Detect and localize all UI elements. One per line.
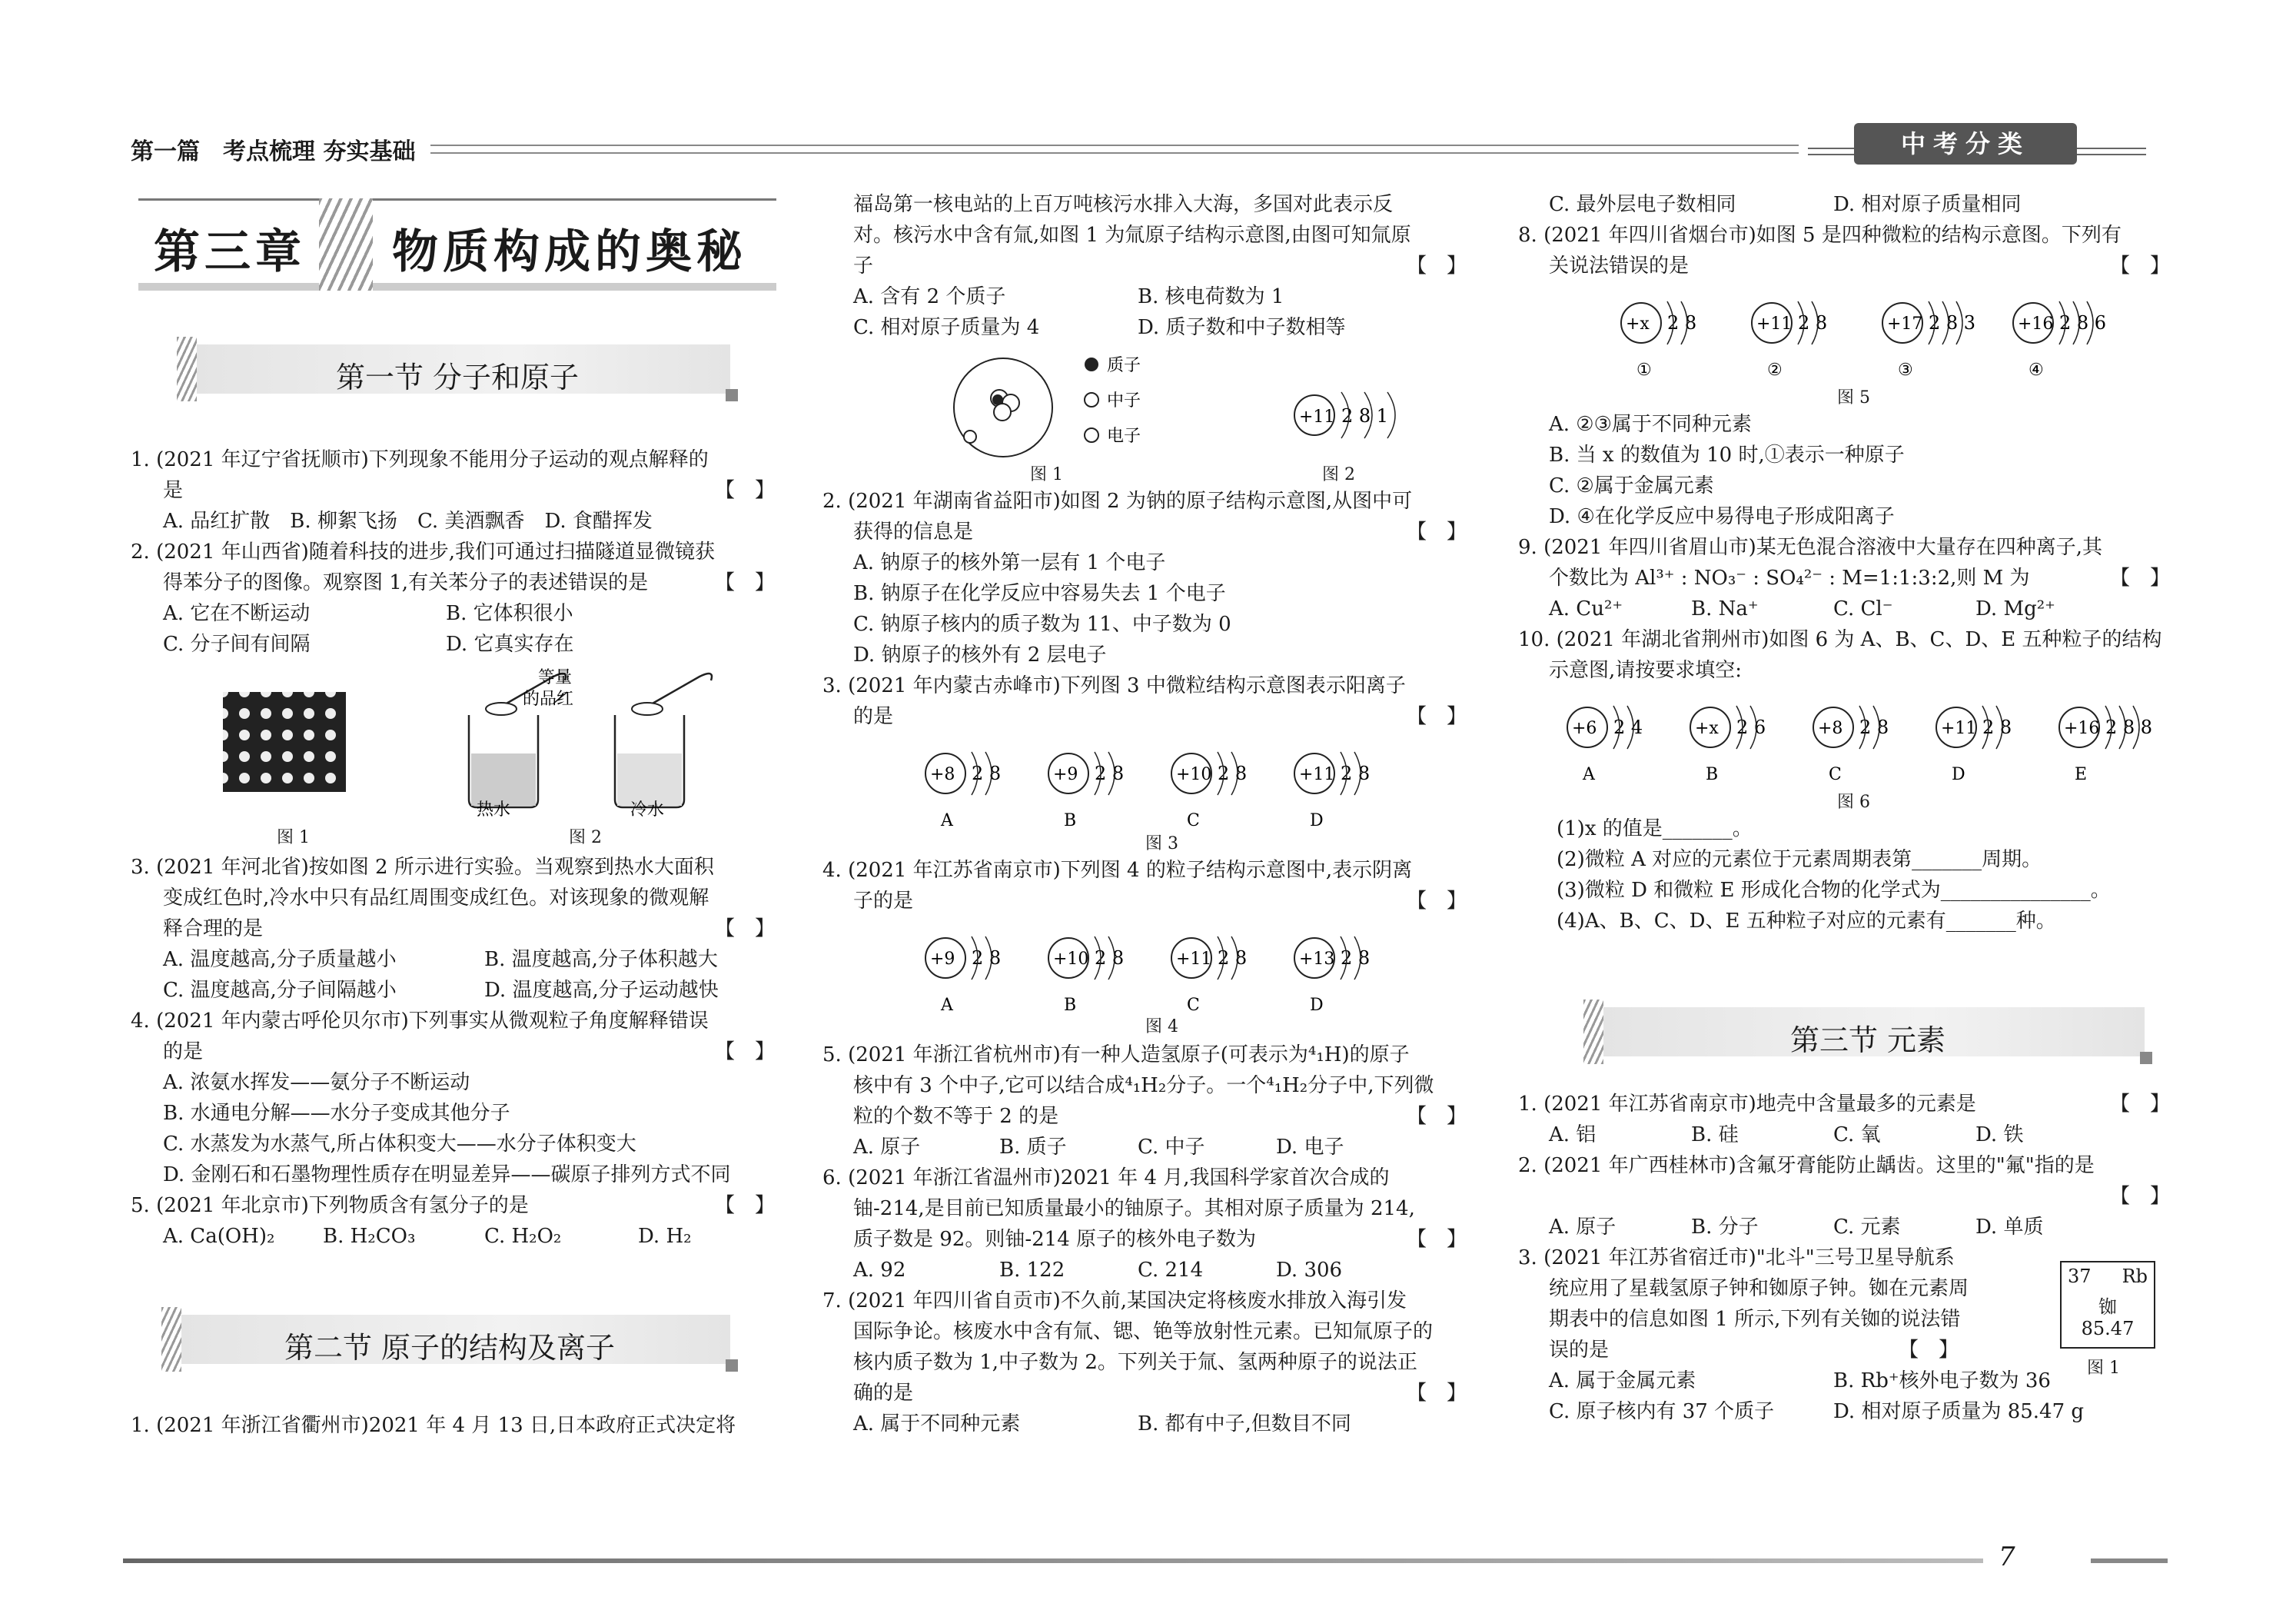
diagram-label: A bbox=[941, 811, 953, 830]
atom-diagram bbox=[1690, 706, 1766, 784]
question-text: 核中有 3 个中子,它可以结合成⁴₁H₂分子。一个⁴₁H₂分子中,下列微 bbox=[853, 1074, 1434, 1097]
option: D. Mg²⁺ bbox=[1975, 597, 2055, 620]
question-text: 3. (2021 年内蒙古赤峰市)下列图 3 中微粒结构示意图表示阳离子 bbox=[822, 674, 1406, 697]
fig-caption: 图 2 bbox=[1322, 465, 1355, 484]
option: D. H₂ bbox=[638, 1225, 692, 1248]
question-text: 关说法错误的是 bbox=[1549, 254, 1690, 278]
category-badge bbox=[1808, 123, 2146, 166]
nuclear-charge: +8 bbox=[1818, 719, 1843, 738]
options: A. 品红扩散 B. 柳絮飞扬 C. 美酒飘香 D. 食醋挥发 bbox=[163, 510, 653, 533]
nuclear-charge: +16 bbox=[2018, 314, 2054, 334]
question-text: 个数比为 Al³⁺ : NO₃⁻ : SO₄²⁻ : M=1:1:3:2,则 M 为 bbox=[1549, 567, 2030, 590]
fill-blank: (1)x 的值是_______。 bbox=[1557, 817, 1753, 840]
rb-element-card bbox=[2060, 1261, 2155, 1349]
nuclear-charge: +x bbox=[1695, 719, 1719, 738]
diagram-label: B bbox=[1064, 996, 1077, 1015]
diagram-label: B bbox=[1064, 811, 1077, 830]
electron-shells: 2 8 bbox=[1095, 947, 1125, 969]
cold-label: 冷水 bbox=[630, 800, 665, 820]
electron-shells: 2 8 bbox=[1798, 312, 1828, 334]
tritium-atom-diagram bbox=[954, 358, 1052, 457]
answer-bracket: 【 】 bbox=[1407, 705, 1467, 728]
answer-bracket: 【 】 bbox=[715, 479, 776, 502]
atom-diagram bbox=[1171, 936, 1247, 1015]
electron-shells: 2 6 bbox=[1736, 717, 1766, 738]
footer-rule bbox=[123, 1558, 1983, 1563]
option: A. 温度越高,分子质量越小 bbox=[163, 948, 397, 971]
nuclear-charge: +10 bbox=[1053, 950, 1089, 969]
question-text: 6. (2021 年浙江省温州市)2021 年 4 月,我国科学家首次合成的 bbox=[822, 1166, 1390, 1189]
question-text: 子的是 bbox=[853, 890, 914, 913]
option: C. 相对原子质量为 4 bbox=[853, 316, 1040, 339]
option: A. 92 bbox=[853, 1259, 906, 1282]
option: B. 水通电分解——水分子变成其他分子 bbox=[163, 1102, 510, 1125]
atom-diagram bbox=[1882, 301, 1975, 380]
question-text: 4. (2021 年江苏省南京市)下列图 4 的粒子结构示意图中,表示阴离 bbox=[822, 859, 1413, 882]
electron-shells: 2 4 bbox=[1613, 717, 1643, 738]
atom-diagram bbox=[1621, 301, 1696, 380]
option: B. Rb⁺核外电子数为 36 bbox=[1833, 1369, 2051, 1392]
fill-blank: (4)A、B、C、D、E 五种粒子对应的元素有_______种。 bbox=[1557, 910, 2056, 933]
question-text: 粒的个数不等于 2 的是 bbox=[853, 1105, 1059, 1128]
figure-4 bbox=[915, 920, 1437, 1020]
option: B. Na⁺ bbox=[1691, 597, 1759, 620]
nuclear-charge: +9 bbox=[930, 950, 955, 969]
pinhong-label: 的品红 bbox=[523, 690, 574, 709]
section-2-title: 第二节 原子的结构及离子 bbox=[284, 1331, 616, 1365]
answer-bracket: 【 】 bbox=[715, 1040, 776, 1063]
question-text: 5. (2021 年浙江省杭州市)有一种人造氢原子(可表示为⁴₁H)的原子 bbox=[822, 1043, 1410, 1066]
question-text: 1. (2021 年江苏省南京市)地壳中含量最多的元素是 bbox=[1518, 1093, 1976, 1116]
svg-text:2 8 1: 2 8 1 bbox=[1341, 405, 1389, 427]
atom-diagram bbox=[1752, 301, 1827, 380]
answer-bracket: 【 】 bbox=[715, 917, 776, 940]
option: D. 铁 bbox=[1975, 1123, 2024, 1146]
question-text: 福岛第一核电站的上百万吨核污水排入大海，多国对此表示反 bbox=[853, 193, 1394, 216]
equal-label: 等量 bbox=[538, 668, 573, 687]
question-text: 子 bbox=[853, 254, 874, 278]
fig-caption: 图 1 bbox=[2087, 1359, 2120, 1378]
electron-shells: 2 8 bbox=[1218, 763, 1248, 784]
badge-label: 中考分类 bbox=[1854, 123, 2077, 165]
diagram-label: ④ bbox=[2029, 361, 2044, 380]
answer-bracket: 【 】 bbox=[1899, 1339, 1959, 1362]
nuclear-charge: +9 bbox=[1053, 765, 1078, 784]
atom-diagram bbox=[1567, 706, 1643, 784]
sodium-atom-diagram bbox=[1294, 392, 1395, 438]
answer-bracket: 【 】 bbox=[2110, 1185, 2171, 1208]
question-text: 的是 bbox=[163, 1040, 204, 1063]
nuclear-charge: +11 bbox=[1756, 314, 1793, 334]
question-text: 对。核污水中含有氚,如图 1 为氚原子结构示意图,由图可知氚原 bbox=[853, 224, 1411, 247]
option: D. 温度越高,分子运动越快 bbox=[484, 979, 719, 1002]
question-text: 确的是 bbox=[853, 1382, 914, 1405]
question-text: 4. (2021 年内蒙古呼伦贝尔市)下列事实从微观粒子角度解释错误 bbox=[131, 1010, 709, 1033]
atom-diagram bbox=[1048, 936, 1124, 1015]
option: B. 硅 bbox=[1691, 1123, 1739, 1146]
question-text: 误的是 bbox=[1549, 1339, 1610, 1362]
figure-5 bbox=[1610, 284, 2110, 384]
chapter-title bbox=[138, 198, 776, 291]
atomic-number: 37 bbox=[2068, 1266, 2092, 1287]
part-title: 第一篇 考点梳理 夯实基础 bbox=[131, 138, 416, 165]
question-text: 2. (2021 年山西省)随着科技的进步,我们可通过扫描隧道显微镜获 bbox=[131, 541, 716, 564]
option: A. 原子 bbox=[1549, 1216, 1617, 1239]
atom-diagram bbox=[1294, 752, 1370, 830]
question-text: 2. (2021 年湖南省益阳市)如图 2 为钠的原子结构示意图,从图中可 bbox=[822, 490, 1413, 513]
option: A. 属于金属元素 bbox=[1549, 1369, 1696, 1392]
element-name: 铷 bbox=[2098, 1296, 2117, 1318]
question-text: 9. (2021 年四川省眉山市)某无色混合溶液中大量存在四种离子,其 bbox=[1518, 536, 2103, 559]
atom-diagram bbox=[925, 936, 1001, 1015]
answer-bracket: 【 】 bbox=[715, 571, 776, 594]
option: A. 属于不同种元素 bbox=[853, 1412, 1021, 1435]
nuclear-charge: +13 bbox=[1299, 950, 1335, 969]
option: D. 金刚石和石墨物理性质存在明显差异——碳原子排列方式不同 bbox=[163, 1163, 731, 1186]
option: C. 温度越高,分子间隔越小 bbox=[163, 979, 397, 1002]
diagram-label: C bbox=[1829, 765, 1842, 784]
header-rule bbox=[430, 145, 1799, 154]
diagram-label: A bbox=[1583, 765, 1595, 784]
section-3-header bbox=[1583, 1000, 2152, 1064]
option: A. ②③属于不同种元素 bbox=[1549, 413, 1752, 436]
section-1-header bbox=[177, 337, 738, 401]
fill-blank: (3)微粒 D 和微粒 E 形成化合物的化学式为_______________。 bbox=[1557, 879, 2111, 902]
question-text: 期表中的信息如图 1 所示,下列有关铷的说法错 bbox=[1549, 1308, 1961, 1331]
electron-shells: 2 8 3 bbox=[1929, 312, 1976, 334]
option: B. 它体积很小 bbox=[446, 602, 573, 625]
chapter-name: 物质构成的奥秘 bbox=[392, 225, 747, 279]
answer-bracket: 【 】 bbox=[2110, 254, 2171, 278]
diagram-label: ③ bbox=[1898, 361, 1913, 380]
question-text: 1. (2021 年浙江省衢州市)2021 年 4 月 13 日,日本政府正式决定将 bbox=[131, 1414, 736, 1437]
option: C. 中子 bbox=[1138, 1136, 1205, 1159]
molecule-and-beaker-figure bbox=[215, 661, 769, 830]
answer-bracket: 【 】 bbox=[1407, 890, 1467, 913]
tritium-and-sodium-figure bbox=[938, 346, 1522, 484]
option: A. 含有 2 个质子 bbox=[853, 285, 1006, 308]
electron-shells: 2 8 bbox=[1667, 312, 1697, 334]
option: D. 质子数和中子数相等 bbox=[1138, 316, 1346, 339]
hot-label: 热水 bbox=[477, 800, 511, 820]
element-symbol: Rb bbox=[2122, 1266, 2148, 1287]
electron-shells: 2 8 bbox=[1095, 763, 1125, 784]
question-text: 3. (2021 年江苏省宿迁市)"北斗"三号卫星导航系 bbox=[1518, 1246, 1955, 1269]
diagram-label: A bbox=[941, 996, 953, 1015]
fill-blank: (2)微粒 A 对应的元素位于元素周期表第_______周期。 bbox=[1557, 848, 2042, 871]
answer-bracket: 【 】 bbox=[1407, 1105, 1467, 1128]
nuclear-charge: +8 bbox=[930, 765, 955, 784]
option: C. ②属于金属元素 bbox=[1549, 474, 1714, 497]
option: B. 核电荷数为 1 bbox=[1138, 285, 1284, 308]
option: D. 306 bbox=[1276, 1259, 1343, 1282]
option: C. 214 bbox=[1138, 1259, 1204, 1282]
question-text: 国际争论。核废水中含有氚、锶、铯等放射性元素。已知氚原子的 bbox=[853, 1320, 1434, 1343]
section-3-title: 第三节 元素 bbox=[1789, 1023, 1946, 1057]
question-text: 获得的信息是 bbox=[853, 521, 974, 544]
option: A. 它在不断运动 bbox=[163, 602, 311, 625]
diagram-label: D bbox=[1952, 765, 1965, 784]
cold-water-beaker bbox=[615, 674, 712, 807]
nuclear-charge: +10 bbox=[1176, 765, 1212, 784]
nuclear-charge: +11 bbox=[1299, 765, 1335, 784]
diagram-label: ② bbox=[1767, 361, 1783, 380]
electron-shells: 2 8 bbox=[1218, 947, 1248, 969]
diagram-label: ① bbox=[1636, 361, 1652, 380]
fig-caption: 图 3 bbox=[1145, 834, 1178, 853]
fig-caption: 图 6 bbox=[1837, 793, 1870, 812]
option: B. 钠原子在化学反应中容易失去 1 个电子 bbox=[853, 582, 1226, 605]
atom-diagram bbox=[2059, 706, 2152, 784]
option: D. 它真实存在 bbox=[446, 633, 574, 656]
question-text: 3. (2021 年河北省)按如图 2 所示进行实验。当观察到热水大面积 bbox=[131, 856, 714, 879]
option: D. 单质 bbox=[1975, 1216, 2044, 1239]
atomic-mass: 85.47 bbox=[2081, 1318, 2135, 1339]
option: A. Cu²⁺ bbox=[1549, 597, 1623, 620]
diagram-label: B bbox=[1706, 765, 1719, 784]
question-text: 质子数是 92。则铀-214 原子的核外电子数为 bbox=[853, 1228, 1257, 1251]
electron-shells: 2 8 bbox=[1341, 763, 1371, 784]
answer-bracket: 【 】 bbox=[2110, 1093, 2171, 1116]
electron-shells: 2 8 6 bbox=[2059, 312, 2107, 334]
diagram-label: D bbox=[1310, 811, 1324, 830]
question-text: 2. (2021 年广西桂林市)含氟牙膏能防止龋齿。这里的"氟"指的是 bbox=[1518, 1154, 2095, 1177]
option: C. 钠原子核内的质子数为 11、中子数为 0 bbox=[853, 613, 1231, 636]
option: A. 原子 bbox=[853, 1136, 921, 1159]
electron-shells: 2 8 bbox=[972, 947, 1002, 969]
question-text: 1. (2021 年辽宁省抚顺市)下列现象不能用分子运动的观点解释的 bbox=[131, 448, 709, 471]
question-text: 核内质子数为 1,中子数为 2。下列关于氚、氢两种原子的说法正 bbox=[853, 1351, 1417, 1374]
electron-shells: 2 8 bbox=[1982, 717, 2012, 738]
footer-rule-right bbox=[2091, 1558, 2168, 1563]
fig-caption: 图 5 bbox=[1837, 388, 1870, 407]
option: A. 浓氨水挥发——氨分子不断运动 bbox=[163, 1071, 470, 1094]
nuclear-charge: +11 bbox=[1176, 950, 1212, 969]
answer-bracket: 【 】 bbox=[1407, 1228, 1467, 1251]
electron-shells: 2 8 bbox=[972, 763, 1002, 784]
nuclear-charge: +x bbox=[1626, 314, 1650, 334]
atom-diagram bbox=[1936, 706, 2012, 784]
atom-diagram bbox=[2013, 301, 2106, 380]
option: A. Ca(OH)₂ bbox=[163, 1225, 275, 1248]
option: C. 氧 bbox=[1833, 1123, 1881, 1146]
svg-text:+11: +11 bbox=[1299, 407, 1335, 427]
question-text: 7. (2021 年四川省自贡市)不久前,某国决定将核废水排放入海引发 bbox=[822, 1289, 1407, 1312]
answer-bracket: 【 】 bbox=[1407, 521, 1467, 544]
benzene-image bbox=[223, 692, 346, 792]
diagram-label: D bbox=[1310, 996, 1324, 1015]
option: D. ④在化学反应中易得电子形成阳离子 bbox=[1549, 505, 1895, 528]
section-1-title: 第一节 分子和原子 bbox=[335, 361, 580, 394]
atom-diagram bbox=[1294, 936, 1370, 1015]
legend-proton: 质子 bbox=[1107, 356, 1141, 375]
atom-diagram bbox=[925, 752, 1001, 830]
nuclear-charge: +6 bbox=[1572, 719, 1597, 738]
legend bbox=[1085, 356, 1141, 446]
option: C. 分子间有间隔 bbox=[163, 633, 311, 656]
question-text: 是 bbox=[163, 479, 184, 502]
fig-caption: 图 1 bbox=[1030, 465, 1063, 484]
option: D. 相对原子质量为 85.47 g bbox=[1833, 1400, 2085, 1423]
question-text: 释合理的是 bbox=[163, 917, 264, 940]
option: D. 电子 bbox=[1276, 1136, 1344, 1159]
answer-bracket: 【 】 bbox=[1407, 1382, 1467, 1405]
legend-electron: 电子 bbox=[1107, 427, 1141, 446]
question-text: 变成红色时,冷水中只有品红周围变成红色。对该现象的微观解 bbox=[163, 886, 709, 910]
figure-6 bbox=[1557, 689, 2153, 789]
question-text: 的是 bbox=[853, 705, 894, 728]
option: B. 当 x 的数值为 10 时,①表示一种原子 bbox=[1549, 444, 1905, 467]
answer-bracket: 【 】 bbox=[1407, 254, 1467, 278]
option: A. 钠原子的核外第一层有 1 个电子 bbox=[853, 551, 1166, 574]
page-number: 7 bbox=[1999, 1542, 2015, 1572]
section-2-header bbox=[161, 1307, 738, 1372]
option: B. 分子 bbox=[1691, 1216, 1759, 1239]
option: B. H₂CO₃ bbox=[323, 1225, 416, 1248]
figure-3 bbox=[915, 735, 1437, 835]
question-text: 10. (2021 年湖北省荆州市)如图 6 为 A、B、C、D、E 五种粒子的结构 bbox=[1518, 628, 2162, 651]
option: C. H₂O₂ bbox=[484, 1225, 562, 1248]
option: D. 钠原子的核外有 2 层电子 bbox=[853, 644, 1107, 667]
electron-shells: 2 8 bbox=[1341, 947, 1371, 969]
option: B. 都有中子,但数目不同 bbox=[1138, 1412, 1351, 1435]
legend-neutron: 中子 bbox=[1107, 391, 1141, 411]
atom-diagram bbox=[1048, 752, 1124, 830]
option: B. 温度越高,分子体积越大 bbox=[484, 948, 718, 971]
electron-shells: 2 8 bbox=[1859, 717, 1889, 738]
option: C. 最外层电子数相同 bbox=[1549, 193, 1736, 216]
option: B. 122 bbox=[999, 1259, 1065, 1282]
option: B. 质子 bbox=[999, 1136, 1067, 1159]
question-text: 5. (2021 年北京市)下列物质含有氢分子的是 bbox=[131, 1194, 529, 1217]
nuclear-charge: +16 bbox=[2064, 719, 2100, 738]
atom-diagram bbox=[1171, 752, 1247, 830]
diagram-label: C bbox=[1187, 996, 1200, 1015]
answer-bracket: 【 】 bbox=[715, 1194, 776, 1217]
nuclear-charge: +11 bbox=[1941, 719, 1977, 738]
diagram-label: E bbox=[2075, 765, 2088, 784]
atom-diagram bbox=[1813, 706, 1889, 784]
option: C. 元素 bbox=[1833, 1216, 1901, 1239]
question-text: 铀-214,是目前已知质量最小的铀原子。其相对原子质量为 214, bbox=[853, 1197, 1415, 1220]
nuclear-charge: +17 bbox=[1887, 314, 1923, 334]
option: C. Cl⁻ bbox=[1833, 597, 1893, 620]
question-text: 得苯分子的图像。观察图 1,有关苯分子的表述错误的是 bbox=[163, 571, 649, 594]
chapter-number: 第三章 bbox=[154, 225, 306, 279]
fig-caption: 图 1 bbox=[277, 828, 310, 847]
question-text: 统应用了星载氢原子钟和铷原子钟。铷在元素周 bbox=[1549, 1277, 1969, 1300]
option: D. 相对原子质量相同 bbox=[1833, 193, 2022, 216]
fig-caption: 图 2 bbox=[569, 828, 602, 847]
diagram-label: C bbox=[1187, 811, 1200, 830]
electron-shells: 2 8 8 bbox=[2105, 717, 2153, 738]
question-text: 示意图,请按要求填空: bbox=[1549, 659, 1743, 682]
answer-bracket: 【 】 bbox=[2110, 567, 2171, 590]
option: A. 铝 bbox=[1549, 1123, 1597, 1146]
question-text: 8. (2021 年四川省烟台市)如图 5 是四种微粒的结构示意图。下列有 bbox=[1518, 224, 2122, 247]
option: C. 水蒸发为水蒸气,所占体积变大——水分子体积变大 bbox=[163, 1133, 636, 1156]
fig-caption: 图 4 bbox=[1145, 1017, 1178, 1036]
option: C. 原子核内有 37 个质子 bbox=[1549, 1400, 1775, 1423]
